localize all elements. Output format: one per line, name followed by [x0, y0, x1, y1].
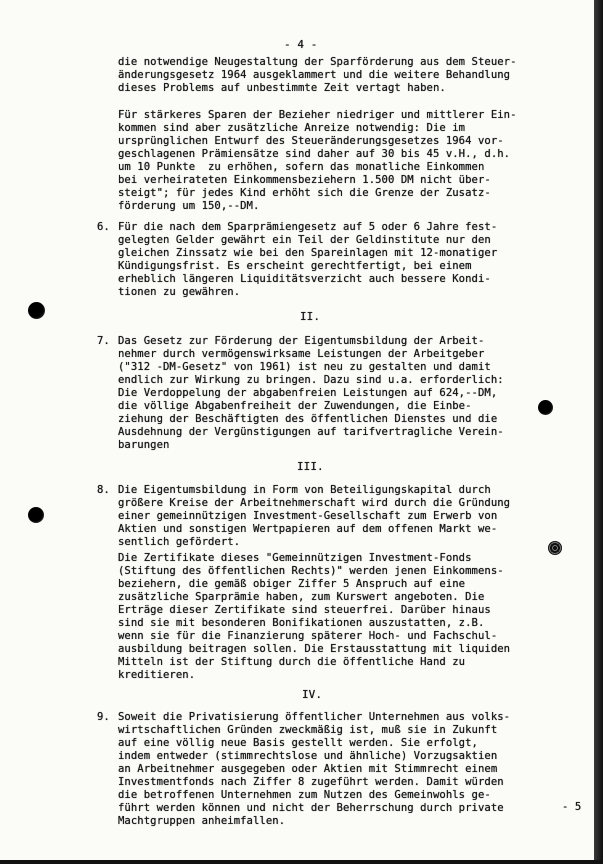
text-line: einer gemeinnützigen Investment-Gesellschaft zum Erwerb von [118, 510, 498, 522]
text-line: an Arbeitnehmer ausgegeben oder Aktien mit Stimmrecht einem [118, 763, 498, 775]
text-line: kommen sind aber zusätzliche Anreize notwendig: Die im [118, 122, 466, 134]
text-line: größere Kreise der Arbeitnehmerschaft wird durch die Gründung [118, 497, 511, 509]
text-line: Mitteln ist der Stiftung durch die öffentliche Hand zu [118, 656, 466, 668]
item-number: 8. [97, 484, 110, 496]
text-line: (Stiftung des öffentlichen Rechts)" werden jenen Einkommens- [118, 565, 504, 577]
text-line: Die Zertifikate dieses "Gemeinnützigen Investment-Fonds [118, 552, 472, 564]
text-line: Erträge dieser Zertifikate sind steuerfrei. Darüber hinaus [118, 604, 491, 616]
text-line: wirtschaftlichen Gründen zweckmäßig ist, muß sie in Zukunft [118, 724, 498, 736]
text-line: wenn sie für die Finanzierung späterer Hoch- und Fachschul- [118, 630, 498, 642]
text-line: indem entweder (stimmrechtslose und ähnliche) Vorzugsaktien [118, 750, 498, 762]
section-heading: II. [300, 310, 321, 323]
text-line: um 10 Punkte zu erhöhen, sofern das monatliche Einkommen [118, 161, 485, 173]
text-line: sentlich gefördert. [118, 536, 241, 548]
text-line: endlich zur Wirkung zu bringen. Dazu sind u.a. erforderlich: [118, 374, 504, 386]
section-heading: IV. [302, 688, 323, 701]
text-line: gleichen Zinssatz wie bei den Spareinlagen mit 12-monatiger [118, 247, 498, 259]
text-line: förderung um 150,--DM. [118, 200, 260, 212]
text-line: nehmer durch vermögenswirksame Leistungen der Arbeitgeber [118, 348, 485, 360]
text-line: ausbildung beitragen sollen. Die Erstausstattung mit liquiden [118, 643, 511, 655]
continuation-mark: - 5 [562, 801, 582, 813]
text-line: dieses Problems auf unbestimmte Zeit vertagt haben. [118, 82, 446, 94]
text-line: sind sie mit besonderen Bonifikationen auszustatten, z.B. [118, 617, 485, 629]
scan-edge [0, 860, 603, 864]
text-line: ziehung der Beschäftigten des öffentlichen Dienstes und die [118, 413, 498, 425]
text-line: barungen [118, 439, 170, 451]
text-line: Die Verdoppelung der abgabenfreien Leistungen auf 624,--DM, [118, 387, 498, 399]
page-number: - 4 - [284, 38, 318, 51]
text-line: Für die nach dem Sparprämiengesetz auf 5 oder 6 Jahre fest- [118, 221, 498, 233]
text-line: erheblich längeren Liquiditätsverzicht auch bessere Kondi- [118, 273, 491, 285]
text-line: die völlige Abgabenfreiheit der Zuwendungen, die Einbe- [118, 400, 472, 412]
text-line: Die Eigentumsbildung in Form von Beteiligungskapital durch [118, 484, 491, 496]
text-line: auf eine völlig neue Basis gestellt werden. Sie erfolgt, [118, 737, 478, 749]
text-line: die notwendige Neugestaltung der Sparförderung aus dem Steuer- [118, 56, 517, 68]
punch-hole [28, 302, 45, 319]
text-line: ("312 -DM-Gesetz" von 1961) ist neu zu gestalten und damit [118, 361, 491, 373]
text-line: kreditieren. [118, 669, 196, 681]
text-line: gelegten Gelder gewährt ein Teil der Geldinstitute nur den [118, 234, 491, 246]
text-line: Ausdehnung der Vergünstigungen auf tarifvertragliche Verein- [118, 426, 504, 438]
punch-hole [538, 400, 553, 415]
text-line: Für stärkeres Sparen der Bezieher niedriger und mittlerer Ein- [118, 109, 517, 121]
punch-hole [28, 507, 44, 523]
text-line: geschlagenen Prämiensätze sind daher auf 30 bis 45 v.H., d.h. [118, 148, 511, 160]
item-number: 9. [97, 711, 110, 723]
text-line: bei verheirateten Einkommensbeziehern 1.500 DM nicht über- [118, 174, 491, 186]
text-line: zusätzliche Sparprämie haben, zum Kurswert angeboten. Die [118, 591, 485, 603]
item-number: 6. [97, 221, 110, 233]
scan-edge [594, 0, 603, 864]
text-line: steigt"; für jedes Kind erhöht sich die Grenze der Zusatz- [118, 187, 491, 199]
text-line: beziehern, die gemäß obiger Ziffer 5 Anspruch auf eine [118, 578, 466, 590]
text-line: Soweit die Privatisierung öffentlicher Unternehmen aus volks- [118, 711, 511, 723]
section-heading: III. [297, 460, 324, 473]
text-line: Das Gesetz zur Förderung der Eigentumsbildung der Arbeit- [118, 335, 485, 347]
text-line: die betroffenen Unternehmen zum Nutzen des Gemeinwohls ge- [118, 789, 491, 801]
item-number: 7. [97, 335, 110, 347]
punch-hole [548, 541, 562, 555]
text-line: Investmentfonds nach Ziffer 8 zugeführt werden. Damit würden [118, 776, 504, 788]
text-line: Machtgruppen anheimfallen. [118, 815, 286, 827]
text-line: ursprünglichen Entwurf des Steueränderungsgesetzes 1964 vor- [118, 135, 504, 147]
text-line: tionen zu gewähren. [118, 286, 241, 298]
text-line: änderungsgesetz 1964 ausgeklammert und die weitere Behandlung [118, 69, 511, 81]
text-line: Aktien und sonstigen Wertpapieren auf dem offenen Markt we- [118, 523, 498, 535]
text-line: führt werden können und nicht der Beherrschung durch private [118, 802, 504, 814]
text-line: Kündigungsfrist. Es erscheint gerechtfertigt, bei einem [118, 260, 472, 272]
